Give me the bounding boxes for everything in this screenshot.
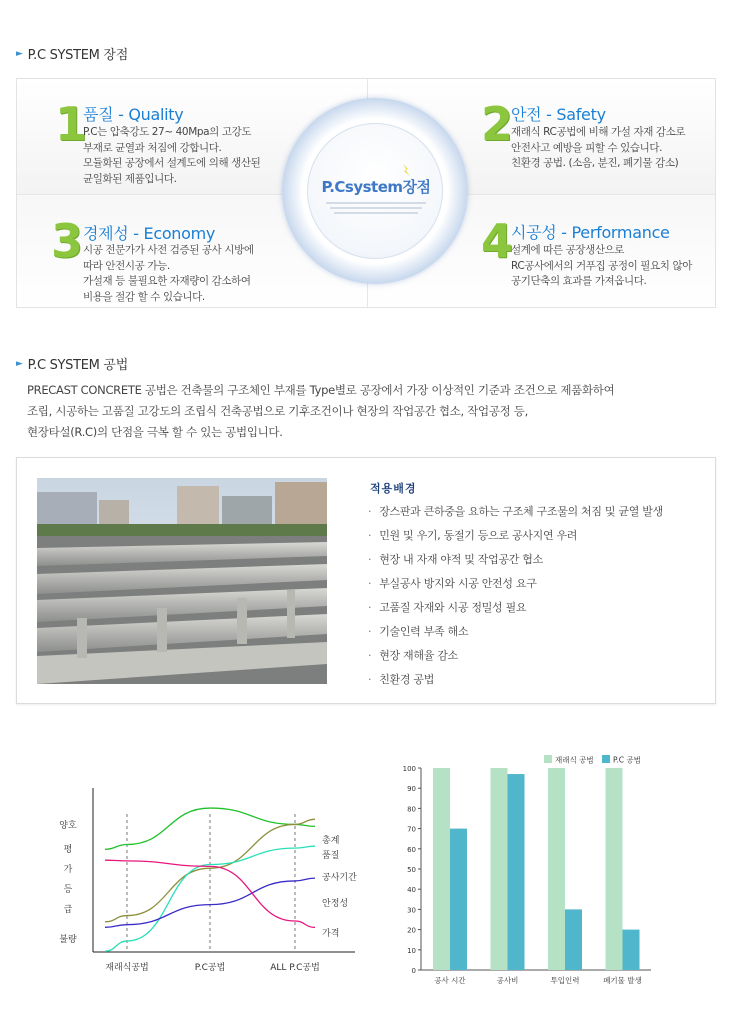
- y-tick-label: 30: [407, 906, 416, 915]
- number-1: 1: [55, 97, 88, 151]
- spark-icon: [401, 164, 411, 176]
- list-item: · 고품질 자재와 시공 정밀성 필요: [368, 596, 663, 620]
- comparison-bar-chart: [388, 748, 658, 998]
- method-section-title: [16, 354, 128, 373]
- y-label-mid: 등: [63, 885, 73, 895]
- y-tick-label: 50: [407, 866, 416, 874]
- performance-title: 시공성 - Performance: [511, 223, 670, 242]
- number-3: 3: [51, 214, 84, 268]
- series-label: 품질: [322, 851, 340, 861]
- bar-chart-svg: [388, 748, 658, 998]
- bar-0-1: [450, 829, 467, 970]
- background-panel: [16, 457, 716, 704]
- x-tick-label: 폐기물 발생: [603, 976, 642, 985]
- y-tick-label: 20: [407, 926, 416, 935]
- y-tick-label: 90: [407, 785, 416, 794]
- method-title-text: P.C SYSTEM 공법: [27, 358, 128, 373]
- background-title: 적용배경: [370, 482, 417, 495]
- list-item: · 부실공사 방지와 시공 안전성 요구: [368, 572, 663, 596]
- bullet-arrow-icon: ►: [16, 48, 23, 59]
- y-label-mid: 가: [63, 865, 73, 875]
- list-item: · 민원 및 우기, 동절기 등으로 공사지연 우려: [368, 524, 663, 548]
- x-tick-label: 공사비: [496, 976, 519, 985]
- bar-2-0: [548, 768, 565, 970]
- number-2: 2: [481, 97, 514, 151]
- bar-0-0: [433, 768, 450, 970]
- center-emblem-fine-print: [326, 199, 426, 217]
- quality-description: P.C는 압축강도 27~ 40Mpa의 고강도 부재로 균열과 처짐에 강합니다. 모듈화된 공장에서 설계도에 의해 생산된 균일화된 제품입니다.: [83, 126, 261, 185]
- y-label-top: 양호: [59, 821, 77, 831]
- background-list: [368, 500, 663, 692]
- x-tick-label: 재래식공법: [105, 963, 149, 973]
- legend-label: P.C 공법: [613, 755, 641, 765]
- y-tick-label: 60: [407, 845, 416, 854]
- evaluation-line-chart: [50, 770, 380, 990]
- series-label: 안정성: [322, 899, 349, 909]
- list-item: · 현장 재해율 감소: [368, 644, 663, 668]
- list-item: · 장스판과 큰하중을 요하는 구조체 구조물의 처짐 및 균열 발생: [368, 500, 663, 524]
- legend-swatch: [544, 755, 552, 763]
- economy-title: 경제성 - Economy: [83, 224, 216, 243]
- y-tick-label: 0: [411, 967, 416, 975]
- x-tick-label: 공사 시간: [434, 976, 466, 985]
- bar-3-0: [606, 768, 623, 970]
- y-label-mid: 급: [63, 905, 73, 915]
- list-item: · 친환경 공법: [368, 668, 663, 692]
- legend-label: 재래식 공법: [555, 755, 594, 765]
- x-tick-label: P.C공법: [194, 963, 226, 973]
- center-emblem-title: P.Csystem장점: [321, 178, 431, 196]
- y-tick-label: 10: [407, 946, 416, 955]
- y-tick-label: 70: [407, 825, 416, 834]
- center-emblem-inner: [307, 123, 443, 259]
- legend-swatch: [602, 755, 610, 763]
- list-item: · 현장 내 자재 야적 및 작업공간 협소: [368, 548, 663, 572]
- safety-description: 재래식 RC공법에 비해 가설 자재 감소로 안전사고 예방을 피할 수 있습니다. 친환경 공법. (소음, 분진, 폐기물 감소): [511, 126, 686, 169]
- series-label: 공사기간: [322, 873, 357, 883]
- method-description: PRECAST CONCRETE 공법은 건축물의 구조체인 부재를 Type별로 공장에서 가장 이상적인 기준과 조건으로 제품화하여 조립, 시공하는 고품질 고강도의 조립식 건축공법으로 기후조건이나 현장의 작업공간 협소, 작업공정 등, 현장타설(R.C)의 단점을 극복 할 수 있는 공법입니다.: [27, 383, 615, 439]
- x-tick-label: ALL P.C공법: [270, 963, 320, 973]
- number-4: 4: [481, 214, 514, 268]
- performance-description: 설계에 따른 공장생산으로 RC공사에서의 거푸집 공정이 필요치 않아 공기단축의 효과를 가져옵니다.: [511, 244, 692, 287]
- quality-title: 품질 - Quality: [83, 105, 184, 124]
- bullet-arrow-icon: ►: [16, 358, 23, 369]
- safety-title: 안전 - Safety: [511, 105, 606, 124]
- advantages-section-title: [16, 44, 128, 63]
- advantages-panel: [16, 78, 716, 308]
- economy-description: 시공 전문가가 사전 검증된 공사 시방에 따라 안전시공 가능. 가설재 등 불필요한 자재량이 감소하여 비용을 절감 할 수 있습니다.: [83, 244, 254, 303]
- line-chart-svg: [50, 770, 380, 990]
- y-tick-label: 100: [402, 765, 416, 773]
- y-label-bottom: 불량: [59, 935, 77, 945]
- y-tick-label: 40: [407, 886, 416, 895]
- bar-1-1: [508, 774, 525, 970]
- construction-site-photo: [37, 478, 327, 684]
- y-tick-label: 80: [407, 805, 416, 814]
- x-tick-label: 투입인력: [550, 976, 580, 985]
- bar-2-1: [565, 909, 582, 970]
- advantages-title-text: P.C SYSTEM 장점: [27, 48, 128, 63]
- bar-3-1: [623, 930, 640, 970]
- bar-1-0: [491, 768, 508, 970]
- center-emblem: [282, 98, 468, 284]
- series-label: 가격: [322, 929, 340, 939]
- y-label-mid: 평: [63, 845, 73, 855]
- list-item: · 기술인력 부족 해소: [368, 620, 663, 644]
- series-label: 총계: [322, 836, 340, 846]
